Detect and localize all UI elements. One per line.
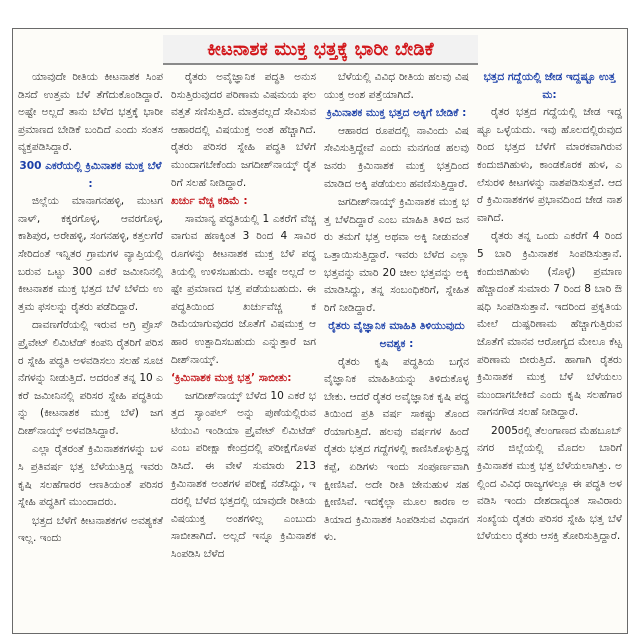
- headline-banner: [163, 35, 478, 65]
- paragraph: ಎಲ್ಲಾ ರೈತರಂತೆ ಕ್ರಿಮಿನಾಶಕಗಳನ್ನು ಬಳಸಿ ಪ್ರತಿವರ್ಷ ಭತ್ತ ಬೆಳೆಯುತ್ತಿದ್ದ ಇವರು ಕೃಷಿ ಸಲಹೆಗಾರರ ಆಣತಿಯಂತೆ ಪರಿಸರ ಸ್ನೇಹಿ ಪದ್ಧತಿಗೆ ಮುಂದಾದರು.: [18, 443, 163, 509]
- column-3: [323, 69, 470, 629]
- paragraph: ರೈತರ ಭತ್ತದ ಗದ್ದೆಯಲ್ಲಿ ಜೇಡ ಇದ್ದಷ್ಟೂ ಒಳ್ಳೆಯದು. ಇವು ಹೊಲದಲ್ಲಿರುವುದರಿಂದ ಭತ್ತದ ಬೆಳೆಗೆ ಮಾರಕವಾಗಿರುವ ಕಂದುಜಿಗಿಹುಳು, ಕಾಂಡಕೊರಕ ಹುಳ, ಎಲೆಸುರಳಿ ಕೀಟಗಳನ್ನು ನಾಶಪಡಿಸುತ್ತವೆ. ಆದರೆ ಕ್ರಿಮಿನಾಶಕಗಳ ಪ್ರಭಾವದಿಂದ ಜೇಡ ನಾಶವಾಗಿದೆ.: [477, 106, 622, 224]
- subheading: ಭತ್ತದ ಗದ್ದೆಯಲ್ಲಿ ಜೇಡ ಇದ್ದಷ್ಟೂ ಉತ್ತಮ:: [483, 71, 616, 101]
- paragraph: ಸಾಮಾನ್ಯ ಪದ್ಧತಿಯಲ್ಲಿ 1 ಎಕರೆಗೆ ವೆಚ್ಚವಾಗುವ ಹಣಕ್ಕಿಂತ 3 ರಿಂದ 4 ಸಾವಿರ ರೂಗಳನ್ನು ಕೀಟನಾಶಕ ಮುಕ್ತ ಬೆಳೆ ಪದ್ಧತಿಯಲ್ಲಿ ಉಳಿಸಬಹುದು. ಅಷ್ಟೇ ಅಲ್ಲದೆ ಅಷ್ಟೇ ಪ್ರಮಾಣದ ಭತ್ತ ಪಡೆಯಬಹುದು. ಈ ಪದ್ಧತಿಯಿಂದ ಖರ್ಚುವೆಚ್ಚ ಕಡಿಮೆಯಾಗುವುದರ ಜೊತೆಗೆ ವಿಷಮುಕ್ತ ಆಹಾರ ಉತ್ಪಾದಿಸಬಹುದು ಎನ್ನುತ್ತಾರೆ ಜಗದೀಶ್‌ನಾಯ್ಕ್.: [171, 212, 316, 366]
- paragraph: ಜಗದೀಶ್‌ನಾಯ್ಕ್ ಬೆಳೆದ 10 ಎಕರೆ ಭತ್ತದ ಸ್ಯಾಂಪಲ್ ಅನ್ನು ಪುಣೆಯಲ್ಲಿರುವ ಟಿಯುವಿ ಇಂಡಿಯಾ ಪ್ರೈವೇಟ್ ಲಿಮಿಟೆಡ್ ಎಂಬ ಪರೀಕ್ಷಾ ಕೇಂದ್ರದಲ್ಲಿ ಪರೀಕ್ಷೆಗೊಳಪಡಿಸಿದೆ. ಈ ವೇಳೆ ಸುಮಾರು 213 ಕ್ರಿಮಿನಾಶಕ ಅಂಶಗಳ ಪರೀಕ್ಷೆ ನಡೆಸಿದ್ದು, ಇದರಲ್ಲಿ ಬೆಳೆದ ಭತ್ತದಲ್ಲಿ ಯಾವುದೇ ರೀತಿಯ ವಿಷಯುಕ್ತ ಅಂಶಗಳಿಲ್ಲ ಎಂಬುದು ಸಾಬೀತಾಗಿದೆ. ಅಲ್ಲದೆ ಇನ್ನೂ ಕ್ರಿಮಿನಾಶಕ ಸಿಂಪಡಿಸಿ ಬೆಳೆದ: [171, 389, 316, 561]
- paragraph: ರೈತರು ತನ್ನ ಒಂದು ಎಕರೆಗೆ 4 ರಿಂದ 5 ಬಾರಿ ಕ್ರಿಮಿನಾಶಕ ಸಿಂಪಡಿಸುತ್ತಾನೆ. ಕಂದುಜಿಗಿಹುಳು (ಸೊಳ್ಳೆ) ಪ್ರಮಾಣ ಹೆಚ್ಚಾದಂತೆ ಸುಮಾರು 7 ರಿಂದ 8 ಬಾರಿ ಔಷಧಿ ಸಿಂಪಡಿಸುತ್ತಾನೆ. ಇದರಿಂದ ಪ್ರಕೃತಿಯ ಮೇಲೆ ದುಷ್ಪರಿಣಾಮ ಹೆಚ್ಚಾಗುತ್ತಿರುವ ಜೊತೆಗೆ ಮಾನವ ಆರೋಗ್ಯದ ಮೇಲೂ ಕೆಟ್ಟ ಪರಿಣಾಮ ಬೀರುತ್ತಿದೆ. ಹಾಗಾಗಿ ರೈತರು ಕ್ರಿಮಿನಾಶಕ ಮುಕ್ತ ಬೆಳೆ ಬೆಳೆಯಲು ಮುಂದಾಗಬೇಕಿದೆ ಎಂದು ಕೃಷಿ ಸಲಹೆಗಾರ ನಾಗನಗೌಡ ಸಲಹೆ ನೀಡಿದ್ದಾರೆ.: [477, 230, 622, 419]
- paragraph: ಯಾವುದೇ ರೀತಿಯ ಕೀಟನಾಶಕ ಸಿಂಪಡಿಸದೆ ಉತ್ತಮ ಬೆಳೆ ತೆಗೆದುಕೊಂಡಿದ್ದಾರೆ. ಅಷ್ಟೇ ಅಲ್ಲದೆ ತಾನು ಬೆಳೆದ ಭತ್ತಕ್ಕೆ ಭಾರೀ ಪ್ರಮಾಣದ ಬೇಡಿಕೆ ಬಂದಿದೆ ಎಂದು ಸಂತಸ ವ್ಯಕ್ತಪಡಿಸಿದ್ದಾರೆ.: [18, 71, 163, 154]
- paragraph: ಜಿಲ್ಲೆಯ ಮಾನಾಗನಹಳ್ಳಿ, ಮುಟಗನಾಳ್, ಕಕ್ಕರಗೊಳ್ಳ, ಆವರಗೊಳ್ಳ, ಕಾಶಿಪುರ, ಅರೇಹಳ್ಳಿ, ಸಂಗನಹಳ್ಳಿ, ಕತ್ತಲಗೆರೆ ಸೇರಿದಂತೆ ಇನ್ನಿತರ ಗ್ರಾಮಗಳ ವ್ಯಾಪ್ತಿಯಲ್ಲಿ ಬರುವ ಒಟ್ಟು 300 ಎಕರೆ ಜಮೀನಿನಲ್ಲಿ ಕೀಟನಾಶಕ ಮುಕ್ತ ಭತ್ತದ ಬೆಳೆ ಬೆಳೆದು ಉತ್ತಮ ಫಸಲನ್ನು ರೈತರು ಪಡೆದಿದ್ದಾರೆ.: [18, 195, 163, 313]
- column-1: [17, 69, 164, 629]
- paragraph: ದಾವಣಗೆರೆಯಲ್ಲಿ ಇರುವ ಅಗ್ರಿ ಪ್ರೊಸ್ ಪ್ರೈವೇಟ್ ಲಿಮಿಟೆಡ್ ಕಂಪನಿ ರೈತರಿಗೆ ಪರಿಸರ ಸ್ನೇಹಿ ಪದ್ಧತಿ ಅಳವಡಿಸಲು ಸಲಹೆ ಸೂಚನೆಗಳನ್ನು ನೀಡುತ್ತಿದೆ. ಅದರಂತೆ ತನ್ನ 10 ಎಕರೆ ಜಮೀನಿನಲ್ಲಿ ಪರಿಸರ ಸ್ನೇಹಿ ಪದ್ಧತಿಯನ್ನು (ಕೀಟನಾಶಕ ಮುಕ್ತ ಬೆಳೆ) ಜಗದೀಶ್‌ನಾಯ್ಕ್ ಅಳವಡಿಸಿದ್ದಾರೆ.: [18, 319, 163, 437]
- headline: ಕೀಟನಾಶಕ ಮುಕ್ತ ಭತ್ತಕ್ಕೆ ಭಾರೀ ಬೇಡಿಕೆ: [207, 38, 434, 60]
- paragraph: 2005ರಲ್ಲಿ ತೆಲಂಗಾಣದ ಮೆಹಬೂಬ್ ನಗರ ಜಿಲ್ಲೆಯಲ್ಲಿ ಮೊದಲ ಬಾರಿಗೆ ಕ್ರಿಮಿನಾಶಕ ಮುಕ್ತ ಭತ್ತ ಬೆಳೆಯಲಾಗಿತ್ತು. ಅಲ್ಲಿಂದ ವಿವಿಧ ರಾಜ್ಯಗಳಲ್ಲೂ ಈ ಪದ್ಧತಿ ಅಳವಡಿಸಿ ಇಂದು ದೇಶದಾದ್ಯಂತ ಸಾವಿರಾರು ಸಂಖ್ಯೆಯ ರೈತರು ಪರಿಸರ ಸ್ನೇಹಿ ಭತ್ತ ಬೆಳೆ ಬೆಳೆಯಲು ರೈತರು ಆಸಕ್ತಿ ತೋರಿಸುತ್ತಿದ್ದಾರೆ.: [477, 424, 622, 543]
- paragraph: ಭತ್ತದ ಬೆಳೆಗೆ ಕೀಟನಾಶಕಗಳ ಅವಶ್ಯಕತೆ ಇಲ್ಲ. ಇಂದು: [18, 514, 163, 545]
- paragraph: ರೈತರು ಅವೈಜ್ಞಾನಿಕ ಪದ್ಧತಿ ಅನುಸರಿಸುತ್ತಿರುವುದರ ಪರಿಣಾಮ ವಿಷಮಯ ಫಲವತ್ತತೆ ಸಣಿಸುತ್ತಿದೆ. ಮಾತ್ರವಲ್ಲದೆ ಸೇವಿಸುವ ಆಹಾರದಲ್ಲಿ ವಿಷಯುಕ್ತ ಅಂಶ ಹೆಚ್ಚಾಗಿದೆ. ರೈತರು ಪರಿಸರ ಸ್ನೇಹಿ ಪದ್ಧತಿ ಬೆಳೆಗೆ ಮುಂದಾಗಬೇಕೆಂದು ಜಗದೀಶ್‌ನಾಯ್ಕ್ ರೈತರಿಗೆ ಸಲಹೆ ನೀಡಿದ್ದಾರೆ.: [171, 71, 316, 189]
- paragraph: ಬೆಳೆಯಲ್ಲಿ ವಿವಿಧ ರೀತಿಯ ಹಲವು ವಿಷಯುಕ್ತ ಅಂಶ ಪತ್ತೆಯಾಗಿದೆ.: [324, 71, 469, 101]
- paragraph: ಆಹಾರದ ರೂಪದಲ್ಲಿ ನಾವಿಂದು ವಿಷ ಸೇವಿಸುತ್ತಿದ್ದೇವೆ ಎಂದು ಮನಗಂಡ ಹಲವು ಜನರು ಕ್ರಿಮಿನಾಶಕ ಮುಕ್ತ ಭತ್ತದಿಂದ ಮಾಡಿದ ಅಕ್ಕಿ ಪಡೆಯಲು ಹವಣಿಸುತ್ತಿದ್ದಾರೆ.: [324, 124, 469, 190]
- subheading: ಕ್ರಿಮಿನಾಶಕ ಮುಕ್ತ ಭತ್ತದ ಅಕ್ಕಿಗೆ ಬೇಡಿಕೆ :: [326, 107, 467, 120]
- subheading: ‘ಕ್ರಿಮಿನಾಶಕ ಮುಕ್ತ ಭತ್ತ’ ಸಾಬೀತು:: [171, 372, 292, 385]
- column-4: [476, 69, 623, 629]
- subheading: ರೈತರು ವೈಜ್ಞಾನಿಕ ಮಾಹಿತಿ ತಿಳಿಯುವುದು ಅವಶ್ಯಕ :: [328, 320, 465, 350]
- paragraph: ರೈತರು ಕೃಷಿ ಪದ್ಧತಿಯ ಬಗ್ಗೆನ ವೈಜ್ಞಾನಿಕ ಮಾಹಿತಿಯನ್ನು ತಿಳಿದುಕೊಳ್ಳಬೇಕು. ಆದರೆ ರೈತರ ಅವೈಜ್ಞಾನಿಕ ಕೃಷಿ ಪದ್ಧತಿಯಿಂದ ಪ್ರತಿ ವರ್ಷ ಸಾಕಷ್ಟು ತೊಂದರೆಯಾಗುತ್ತಿದೆ. ಹಲವು ವರ್ಷಗಳ ಹಿಂದೆ ರೈತರು ಭತ್ತದ ಗದ್ದೆಗಳಲ್ಲಿ ಕಾಣಿಸಿಕೊಳ್ಳುತ್ತಿದ್ದ ಕಪ್ಪೆ, ಏಡಿಗಳು ಇಂದು ಸಂಪೂರ್ಣವಾಗಿ ಕ್ಷೀಣಿಸಿವೆ. ಅದೇ ರೀತಿ ಜೇನುಹುಳ ಸಹ ಕ್ಷೀಣಿಸಿವೆ. ಇದಕ್ಕೆಲ್ಲಾ ಮೂಲ ಕಾರಣ ಅತಿಯಾದ ಕ್ರಿಮಿನಾಶಕ ಸಿಂಪಡಿಸುವ ವಿಧಾನಗಳು.: [324, 355, 469, 544]
- subheading: 300 ಎಕರೆಯಲ್ಲಿ ಕ್ರಿಮಿನಾಶಕ ಮುಕ್ತ ಬೆಳೆ :: [19, 159, 162, 190]
- article-columns: [17, 69, 623, 629]
- paragraph: ಜಗದೀಶ್‌ನಾಯ್ಕ್ ಕ್ರಿಮಿನಾಶಕ ಮುಕ್ತ ಭತ್ತ ಬೆಳೆದಿದ್ದಾರೆ ಎಂಬ ಮಾಹಿತಿ ತಿಳಿದ ಜನರು ತಮಗೆ ಭತ್ತ ಅಥವಾ ಅಕ್ಕಿ ನೀಡುವಂತೆ ಒತ್ತಾಯಿಸುತ್ತಿದ್ದಾರೆ. ಇವರು ಬೆಳೆದ ಎಲ್ಲಾ ಭತ್ತವನ್ನು ಮಾರಿ 20 ಚೀಲ ಭತ್ತವನ್ನು ಅಕ್ಕಿ ಮಾಡಿಸಿದ್ದು, ತನ್ನ ಸಂಬಂಧಿಕರಿಗೆ, ಸ್ನೇಹಿತರಿಗೆ ನೀಡಿದ್ದಾರೆ.: [324, 196, 469, 314]
- subheading: ಖರ್ಚು ವೆಚ್ಚ ಕಡಿಮೆ :: [171, 195, 248, 208]
- newspaper-clipping: [12, 28, 628, 634]
- column-2: [170, 69, 317, 629]
